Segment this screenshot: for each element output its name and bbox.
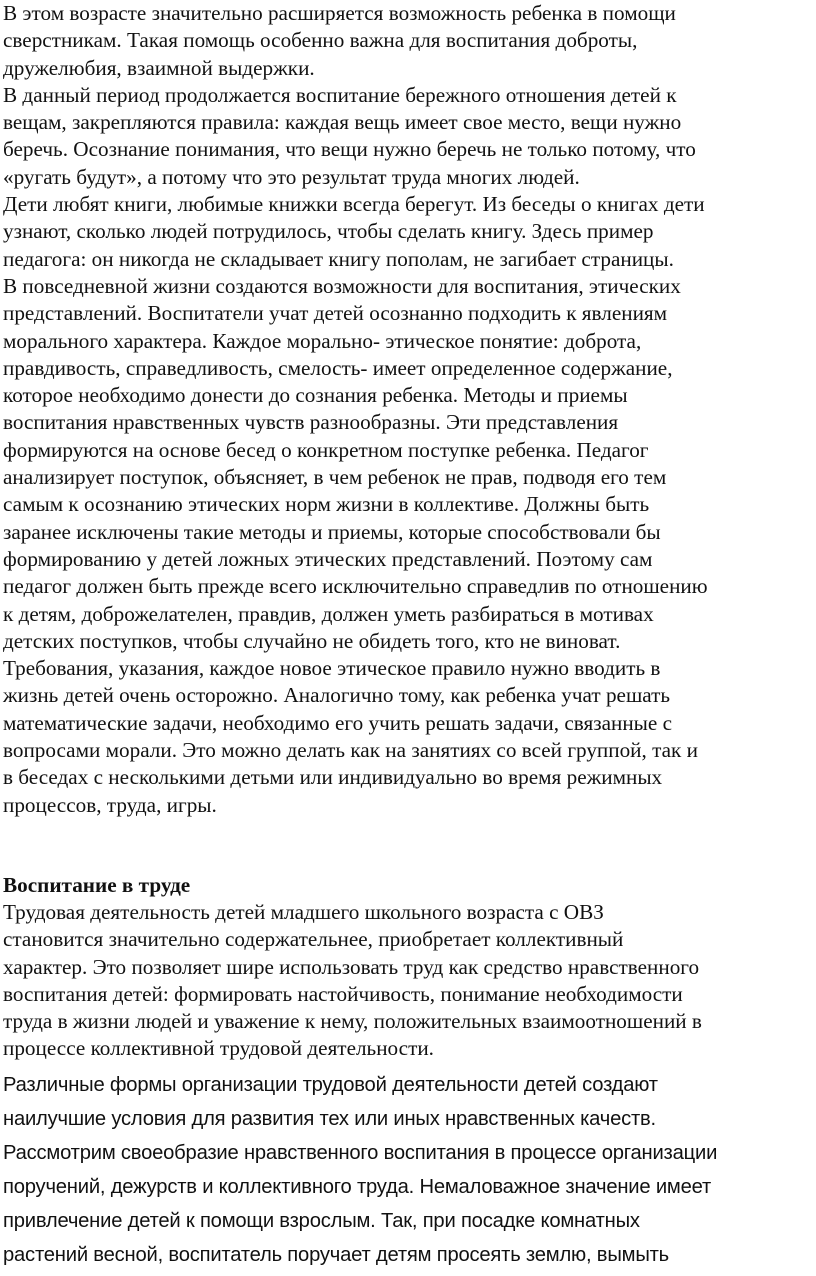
text-line: которое необходимо донести до сознания ребенка. Методы и приемы	[3, 383, 628, 408]
text-line: детских поступков, чтобы случайно не обидеть того, кто не виноват.	[3, 628, 621, 653]
text-line: сверстникам. Такая помощь особенно важна для воспитания доброты,	[3, 28, 638, 53]
text-line: становится значительно содержательнее, приобретает коллективный	[3, 927, 624, 952]
text-line: процессе коллективной трудовой деятельности.	[3, 1036, 434, 1061]
heading-text: Воспитание в труде	[3, 873, 191, 897]
text-line: самым к осознанию этических норм жизни в коллективе. Должны быть	[3, 492, 650, 517]
text-line: В данный период продолжается воспитание бережного отношения детей к	[3, 82, 677, 107]
text-line: «ругать будут», а потому что это результат труда многих людей.	[3, 164, 580, 189]
text-line: формированию у детей ложных этических представлений. Поэтому сам	[3, 546, 653, 571]
section-heading	[0, 872, 190, 899]
text-line: формируются на основе бесед о конкретном поступке ребенка. Педагог	[3, 437, 649, 462]
text-line: к детям, доброжелателен, правдив, должен уметь разбираться в мотивах	[3, 601, 654, 626]
text-line: Дети любят книги, любимые книжки всегда берегут. Из беседы о книгах дети	[3, 192, 705, 217]
text-line: труда в жизни людей и уважение к нему, положительных взаимоотношений в	[3, 1009, 702, 1034]
text-line: В повседневной жизни создаются возможности для воспитания, этических	[3, 273, 681, 298]
text-line: воспитания нравственных чувств разнообразны. Эти представления	[3, 410, 619, 435]
text-line: анализирует поступок, объясняет, в чем ребенок не прав, подводя его тем	[3, 465, 667, 490]
text-line: процессов, труда, игры.	[3, 792, 217, 817]
text-line: наилучшие условия для развития тех или иных нравственных качеств.	[3, 1108, 656, 1130]
text-line: Трудовая деятельность детей младшего школьного возраста с ОВЗ	[3, 900, 604, 924]
text-line: узнают, сколько людей потрудилось, чтобы сделать книгу. Здесь пример	[3, 219, 654, 244]
text-line: Требования, указания, каждое новое этическое правило нужно вводить в	[3, 656, 661, 681]
text-line: воспитания детей: формировать настойчивость, понимание необходимости	[3, 981, 683, 1006]
text-line: растений весной, воспитатель поручает детям просеять землю, вымыть	[3, 1244, 669, 1266]
text-line: педагога: он никогда не складывает книгу пополам, не загибает страницы.	[3, 246, 674, 271]
text-line: привлечение детей к помощи взрослым. Так, при посадке комнатных	[3, 1210, 640, 1232]
text-line: беречь. Осознание понимания, что вещи нужно беречь не только потому, что	[3, 137, 696, 162]
text-line: вещам, закрепляются правила: каждая вещь имеет свое место, вещи нужно	[3, 110, 682, 135]
body-text-section-2	[0, 899, 702, 1063]
text-line: математические задачи, необходимо его учить решать задачи, связанные с	[3, 710, 673, 735]
body-text-section-3	[0, 1068, 717, 1272]
text-line: правдивость, справедливость, смелость- имеет определенное содержание,	[3, 355, 673, 380]
text-line: дружелюбия, взаимной выдержки.	[3, 55, 315, 80]
text-line: поручений, дежурств и коллективного труда. Немаловажное значение имеет	[3, 1176, 712, 1198]
text-line: морального характера. Каждое морально- этическое понятие: доброта,	[3, 328, 642, 353]
text-line: заранее исключены такие методы и приемы, которые способствовали бы	[3, 519, 661, 544]
text-line: В этом возрасте значительно расширяется возможность ребенка в помощи	[3, 1, 676, 25]
text-line: представлений. Воспитатели учат детей осознанно подходить к явлениям	[3, 301, 668, 326]
text-line: Рассмотрим своеобразие нравственного воспитания в процессе организации	[3, 1142, 718, 1164]
text-line: в беседах с несколькими детьми или индивидуально во время режимных	[3, 765, 663, 790]
text-line: педагог должен быть прежде всего исключительно справедлив по отношению	[3, 574, 708, 599]
text-line: Различные формы организации трудовой деятельности детей создают	[3, 1074, 658, 1096]
text-line: вопросами морали. Это можно делать как на занятиях со всей группой, так и	[3, 738, 698, 763]
text-line: жизнь детей очень осторожно. Аналогично тому, как ребенка учат решать	[3, 683, 671, 708]
text-line: характер. Это позволяет шире использовать труд как средство нравственного	[3, 954, 700, 979]
